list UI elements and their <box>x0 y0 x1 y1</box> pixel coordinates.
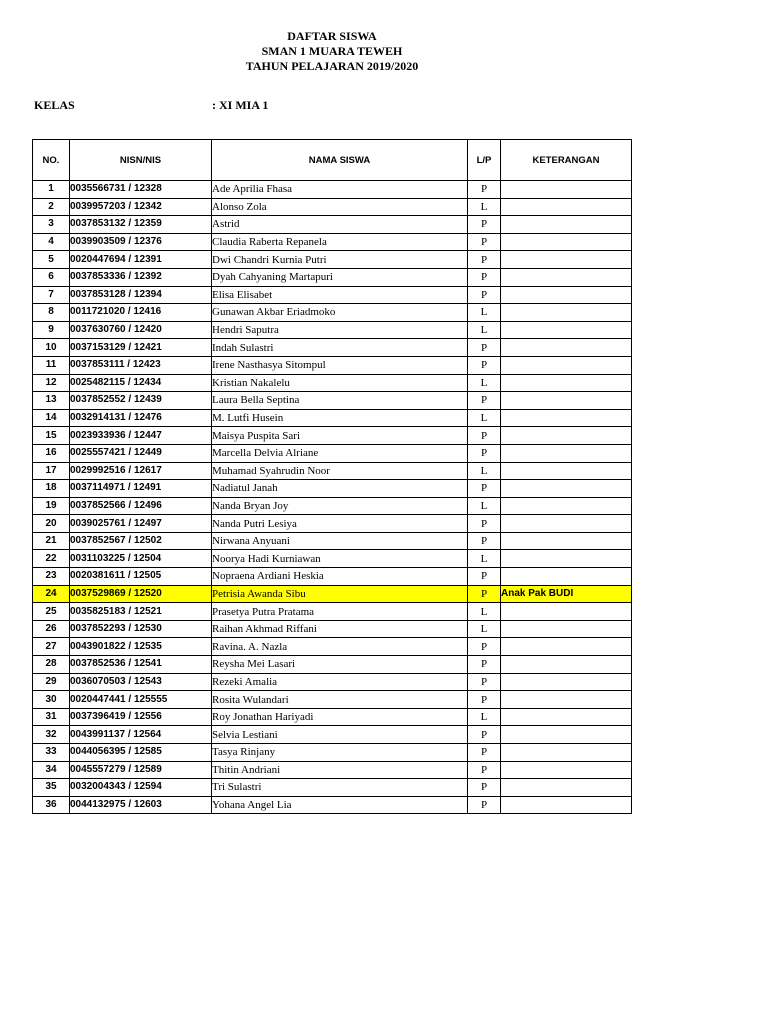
cell-nama: Rezeki Amalia <box>212 673 468 691</box>
table-header-row <box>33 140 632 181</box>
cell-no: 17 <box>33 462 70 480</box>
cell-nama: Maisya Puspita Sari <box>212 427 468 445</box>
cell-nama: Prasetya Putra Pratama <box>212 603 468 621</box>
cell-nisn: 0037853336 / 12392 <box>70 268 212 286</box>
table-row <box>33 497 632 515</box>
cell-nisn: 0037853132 / 12359 <box>70 216 212 234</box>
cell-nama: Raihan Akhmad Riffani <box>212 620 468 638</box>
cell-lp: L <box>468 321 501 339</box>
table-row <box>33 779 632 797</box>
cell-lp: P <box>468 480 501 498</box>
cell-lp: P <box>468 515 501 533</box>
cell-nama: Alonso Zola <box>212 198 468 216</box>
table-row <box>33 656 632 674</box>
cell-keterangan <box>501 603 632 621</box>
cell-nama: Irene Nasthasya Sitompul <box>212 356 468 374</box>
table-row <box>33 515 632 533</box>
cell-lp: L <box>468 409 501 427</box>
cell-lp: P <box>468 392 501 410</box>
cell-no: 10 <box>33 339 70 357</box>
table-row <box>33 268 632 286</box>
table-row <box>33 409 632 427</box>
cell-keterangan <box>501 462 632 480</box>
cell-keterangan <box>501 691 632 709</box>
table-row <box>33 427 632 445</box>
table-row <box>33 691 632 709</box>
cell-nama: Nanda Bryan Joy <box>212 497 468 515</box>
cell-keterangan <box>501 620 632 638</box>
cell-no: 8 <box>33 304 70 322</box>
cell-nisn: 0032914131 / 12476 <box>70 409 212 427</box>
cell-nama: Roy Jonathan Hariyadi <box>212 708 468 726</box>
cell-nisn: 0037852567 / 12502 <box>70 532 212 550</box>
cell-lp: P <box>468 744 501 762</box>
cell-no: 33 <box>33 744 70 762</box>
cell-nisn: 0044132975 / 12603 <box>70 796 212 814</box>
cell-keterangan <box>501 198 632 216</box>
cell-nama: Tasya Rinjany <box>212 744 468 762</box>
cell-nama: Noorya Hadi Kurniawan <box>212 550 468 568</box>
cell-keterangan <box>501 532 632 550</box>
cell-nisn: 0023933936 / 12447 <box>70 427 212 445</box>
cell-lp: P <box>468 532 501 550</box>
cell-nisn: 0043901822 / 12535 <box>70 638 212 656</box>
table-row <box>33 356 632 374</box>
cell-nama: Selvia Lestiani <box>212 726 468 744</box>
table-row <box>33 444 632 462</box>
table-row <box>33 726 632 744</box>
cell-nisn: 0037852536 / 12541 <box>70 656 212 674</box>
cell-nisn: 0044056395 / 12585 <box>70 744 212 762</box>
cell-keterangan <box>501 796 632 814</box>
table-row <box>33 550 632 568</box>
cell-keterangan <box>501 339 632 357</box>
cell-lp: P <box>468 356 501 374</box>
cell-nisn: 0037852552 / 12439 <box>70 392 212 410</box>
table-row <box>33 585 632 603</box>
cell-lp: P <box>468 286 501 304</box>
cell-no: 32 <box>33 726 70 744</box>
table-row <box>33 339 632 357</box>
cell-lp: P <box>468 251 501 269</box>
cell-keterangan <box>501 233 632 251</box>
cell-nama: Nadiatul Janah <box>212 480 468 498</box>
cell-keterangan <box>501 744 632 762</box>
cell-keterangan <box>501 409 632 427</box>
cell-no: 9 <box>33 321 70 339</box>
cell-nama: Elisa Elisabet <box>212 286 468 304</box>
table-row <box>33 321 632 339</box>
cell-nisn: 0037852293 / 12530 <box>70 620 212 638</box>
cell-lp: P <box>468 181 501 199</box>
cell-nisn: 0045557279 / 12589 <box>70 761 212 779</box>
cell-keterangan <box>501 356 632 374</box>
cell-no: 2 <box>33 198 70 216</box>
cell-keterangan <box>501 568 632 586</box>
cell-no: 11 <box>33 356 70 374</box>
cell-lp: P <box>468 268 501 286</box>
cell-no: 34 <box>33 761 70 779</box>
cell-nama: Tri Sulastri <box>212 779 468 797</box>
cell-lp: P <box>468 216 501 234</box>
table-row <box>33 181 632 199</box>
cell-nisn: 0035825183 / 12521 <box>70 603 212 621</box>
cell-no: 5 <box>33 251 70 269</box>
cell-lp: P <box>468 656 501 674</box>
table-row <box>33 603 632 621</box>
column-header-nama: NAMA SISWA <box>212 140 468 181</box>
cell-keterangan <box>501 708 632 726</box>
table-row <box>33 198 632 216</box>
table-row <box>33 673 632 691</box>
cell-nisn: 0037153129 / 12421 <box>70 339 212 357</box>
cell-nama: Marcella Delvia Alriane <box>212 444 468 462</box>
cell-nama: Kristian Nakalelu <box>212 374 468 392</box>
table-row <box>33 796 632 814</box>
cell-nama: Dwi Chandri Kurnia Putri <box>212 251 468 269</box>
column-header-lp: L/P <box>468 140 501 181</box>
cell-nisn: 0037853128 / 12394 <box>70 286 212 304</box>
cell-lp: L <box>468 304 501 322</box>
cell-keterangan: Anak Pak BUDI <box>501 585 632 603</box>
cell-nama: Dyah Cahyaning Martapuri <box>212 268 468 286</box>
cell-nama: Ravina. A. Nazla <box>212 638 468 656</box>
cell-nama: Reysha Mei Lasari <box>212 656 468 674</box>
cell-keterangan <box>501 392 632 410</box>
cell-nisn: 0037114971 / 12491 <box>70 480 212 498</box>
cell-nisn: 0037529869 / 12520 <box>70 585 212 603</box>
table-row <box>33 532 632 550</box>
table-row <box>33 744 632 762</box>
cell-nisn: 0020447694 / 12391 <box>70 251 212 269</box>
table-row <box>33 233 632 251</box>
column-header-nisn: NISN/NIS <box>70 140 212 181</box>
cell-nama: Claudia Raberta Repanela <box>212 233 468 251</box>
cell-keterangan <box>501 427 632 445</box>
cell-lp: P <box>468 673 501 691</box>
cell-no: 30 <box>33 691 70 709</box>
cell-lp: L <box>468 198 501 216</box>
cell-nisn: 0031103225 / 12504 <box>70 550 212 568</box>
cell-keterangan <box>501 638 632 656</box>
cell-lp: P <box>468 233 501 251</box>
cell-nama: M. Lutfi Husein <box>212 409 468 427</box>
school-name: SMAN 1 MUARA TEWEH <box>261 44 403 58</box>
cell-lp: L <box>468 708 501 726</box>
cell-lp: L <box>468 550 501 568</box>
cell-nisn: 0020447441 / 125555 <box>70 691 212 709</box>
cell-nisn: 0032004343 / 12594 <box>70 779 212 797</box>
document-title: DAFTAR SISWA <box>287 29 377 43</box>
cell-no: 26 <box>33 620 70 638</box>
cell-nisn: 0036070503 / 12543 <box>70 673 212 691</box>
table-row <box>33 216 632 234</box>
cell-lp: P <box>468 444 501 462</box>
cell-keterangan <box>501 444 632 462</box>
cell-keterangan <box>501 779 632 797</box>
cell-lp: P <box>468 726 501 744</box>
cell-keterangan <box>501 656 632 674</box>
cell-nisn: 0029992516 / 12617 <box>70 462 212 480</box>
table-row <box>33 620 632 638</box>
cell-lp: L <box>468 497 501 515</box>
cell-no: 29 <box>33 673 70 691</box>
table-row <box>33 761 632 779</box>
cell-nama: Thitin Andriani <box>212 761 468 779</box>
cell-nisn: 0020381611 / 12505 <box>70 568 212 586</box>
table-row <box>33 708 632 726</box>
cell-nama: Petrisia Awanda Sibu <box>212 585 468 603</box>
cell-lp: P <box>468 585 501 603</box>
cell-keterangan <box>501 515 632 533</box>
cell-no: 27 <box>33 638 70 656</box>
cell-nama: Nopraena Ardiani Heskia <box>212 568 468 586</box>
cell-nama: Nirwana Anyuani <box>212 532 468 550</box>
cell-keterangan <box>501 268 632 286</box>
cell-nama: Indah Sulastri <box>212 339 468 357</box>
cell-nisn: 0039903509 / 12376 <box>70 233 212 251</box>
cell-no: 24 <box>33 585 70 603</box>
cell-nama: Rosita Wulandari <box>212 691 468 709</box>
cell-keterangan <box>501 304 632 322</box>
cell-lp: P <box>468 339 501 357</box>
cell-lp: P <box>468 761 501 779</box>
cell-keterangan <box>501 216 632 234</box>
cell-no: 14 <box>33 409 70 427</box>
cell-no: 20 <box>33 515 70 533</box>
cell-keterangan <box>501 286 632 304</box>
cell-keterangan <box>501 181 632 199</box>
column-header-no: NO. <box>33 140 70 181</box>
class-label: KELAS <box>34 98 75 112</box>
class-value: : XI MIA 1 <box>212 98 269 112</box>
cell-nama: Ade Aprilia Fhasa <box>212 181 468 199</box>
cell-keterangan <box>501 761 632 779</box>
cell-no: 31 <box>33 708 70 726</box>
cell-lp: P <box>468 427 501 445</box>
cell-no: 25 <box>33 603 70 621</box>
cell-lp: P <box>468 691 501 709</box>
cell-keterangan <box>501 497 632 515</box>
cell-nisn: 0037396419 / 12556 <box>70 708 212 726</box>
cell-no: 12 <box>33 374 70 392</box>
cell-lp: L <box>468 603 501 621</box>
cell-no: 6 <box>33 268 70 286</box>
cell-nama: Laura Bella Septina <box>212 392 468 410</box>
cell-nisn: 0037853111 / 12423 <box>70 356 212 374</box>
cell-no: 21 <box>33 532 70 550</box>
cell-no: 22 <box>33 550 70 568</box>
cell-nisn: 0037852566 / 12496 <box>70 497 212 515</box>
cell-no: 23 <box>33 568 70 586</box>
table-row <box>33 304 632 322</box>
table-row <box>33 392 632 410</box>
cell-keterangan <box>501 550 632 568</box>
cell-nisn: 0037630760 / 12420 <box>70 321 212 339</box>
cell-no: 7 <box>33 286 70 304</box>
cell-lp: P <box>468 638 501 656</box>
cell-no: 18 <box>33 480 70 498</box>
cell-keterangan <box>501 321 632 339</box>
cell-lp: L <box>468 462 501 480</box>
cell-lp: L <box>468 374 501 392</box>
table-row <box>33 480 632 498</box>
cell-no: 28 <box>33 656 70 674</box>
table-row <box>33 374 632 392</box>
student-table <box>32 139 632 814</box>
cell-keterangan <box>501 673 632 691</box>
cell-nama: Astrid <box>212 216 468 234</box>
cell-nisn: 0039025761 / 12497 <box>70 515 212 533</box>
cell-nisn: 0039957203 / 12342 <box>70 198 212 216</box>
cell-keterangan <box>501 374 632 392</box>
table-row <box>33 568 632 586</box>
table-row <box>33 638 632 656</box>
cell-no: 16 <box>33 444 70 462</box>
table-row <box>33 286 632 304</box>
cell-nisn: 0043991137 / 12564 <box>70 726 212 744</box>
cell-nisn: 0035566731 / 12328 <box>70 181 212 199</box>
cell-nisn: 0025482115 / 12434 <box>70 374 212 392</box>
academic-year: TAHUN PELAJARAN 2019/2020 <box>245 59 419 73</box>
cell-nisn: 0025557421 / 12449 <box>70 444 212 462</box>
column-header-keterangan: KETERANGAN <box>501 140 632 181</box>
cell-no: 35 <box>33 779 70 797</box>
cell-keterangan <box>501 251 632 269</box>
cell-no: 19 <box>33 497 70 515</box>
cell-keterangan <box>501 480 632 498</box>
cell-lp: L <box>468 620 501 638</box>
cell-no: 36 <box>33 796 70 814</box>
cell-lp: P <box>468 568 501 586</box>
cell-nama: Gunawan Akbar Eriadmoko <box>212 304 468 322</box>
table-row <box>33 462 632 480</box>
cell-no: 15 <box>33 427 70 445</box>
cell-nisn: 0011721020 / 12416 <box>70 304 212 322</box>
cell-keterangan <box>501 726 632 744</box>
cell-no: 13 <box>33 392 70 410</box>
cell-nama: Yohana Angel Lia <box>212 796 468 814</box>
cell-no: 3 <box>33 216 70 234</box>
table-row <box>33 251 632 269</box>
cell-no: 1 <box>33 181 70 199</box>
cell-lp: P <box>468 796 501 814</box>
cell-nama: Muhamad Syahrudin Noor <box>212 462 468 480</box>
cell-no: 4 <box>33 233 70 251</box>
cell-nama: Nanda Putri Lesiya <box>212 515 468 533</box>
cell-lp: P <box>468 779 501 797</box>
cell-nama: Hendri Saputra <box>212 321 468 339</box>
